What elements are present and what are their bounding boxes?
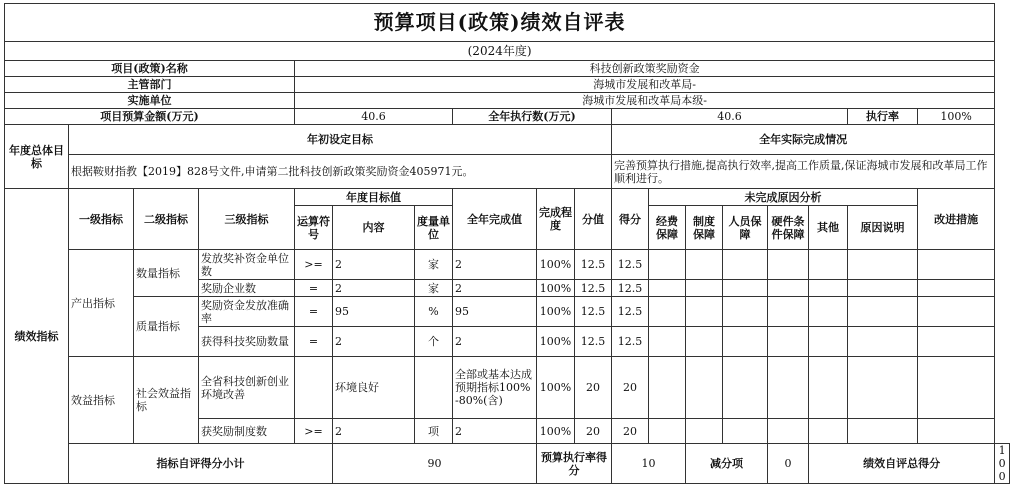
cell-staff — [723, 327, 768, 357]
deduct-value: 0 — [768, 444, 809, 484]
budget-value: 40.6 — [295, 109, 453, 125]
cell-fund — [649, 419, 686, 444]
header-improve: 改进措施 — [918, 189, 995, 250]
cell-improve — [918, 419, 995, 444]
header-content: 内容 — [333, 206, 415, 250]
cell-other — [809, 419, 848, 444]
cell-system — [686, 419, 723, 444]
cell-reason — [848, 357, 918, 419]
indicator-value: 全部或基本达成预期指标100%-80%(含) — [453, 357, 537, 419]
group-output: 产出指标 — [69, 250, 134, 357]
header-staff: 人员保障 — [723, 206, 768, 250]
cell-other — [809, 357, 848, 419]
dept-value: 海城市发展和改革局- — [295, 77, 995, 93]
actual-text: 完善预算执行措施,提高执行效率,提高工作质量,保证海城市发展和改革局工作顺利进行。 — [612, 155, 995, 189]
indicator-op: >= — [295, 250, 333, 280]
indicator-name: 获奖励制度数 — [199, 419, 295, 444]
cell-system — [686, 327, 723, 357]
cell-fund — [649, 280, 686, 297]
rate-value: 100% — [918, 109, 995, 125]
cell-improve — [918, 327, 995, 357]
header-target-group: 年度目标值 — [295, 189, 453, 206]
self-evaluation-table — [4, 3, 1010, 484]
cell-improve — [918, 280, 995, 297]
header-other: 其他 — [809, 206, 848, 250]
cell-system — [686, 250, 723, 280]
indicator-content: 95 — [333, 297, 415, 327]
indicator-op — [295, 357, 333, 419]
indicator-value: 2 — [453, 327, 537, 357]
indicator-got: 12.5 — [612, 297, 649, 327]
indicator-score: 12.5 — [575, 297, 612, 327]
indicator-score: 12.5 — [575, 327, 612, 357]
header-full-value: 全年完成值 — [453, 189, 537, 250]
header-reason-group: 未完成原因分析 — [649, 189, 918, 206]
exec-value: 40.6 — [612, 109, 848, 125]
budget-label: 项目预算金额(万元) — [5, 109, 295, 125]
indicator-unit: 个 — [415, 327, 453, 357]
group-benefit: 效益指标 — [69, 357, 134, 444]
form-year: (2024年度) — [5, 42, 995, 61]
cell-system — [686, 357, 723, 419]
cell-hardware — [768, 357, 809, 419]
cell-other — [809, 280, 848, 297]
indicator-name: 奖励资金发放准确率 — [199, 297, 295, 327]
cell-other — [809, 327, 848, 357]
indicator-op: = — [295, 280, 333, 297]
exec-score-label: 预算执行率得分 — [537, 444, 612, 484]
cell-reason — [848, 327, 918, 357]
group-quantity: 数量指标 — [134, 250, 199, 297]
header-system: 制度保障 — [686, 206, 723, 250]
indicator-degree: 100% — [537, 419, 575, 444]
cell-staff — [723, 250, 768, 280]
group-social: 社会效益指标 — [134, 357, 199, 444]
cell-system — [686, 280, 723, 297]
header-lvl3: 三级指标 — [199, 189, 295, 250]
cell-fund — [649, 357, 686, 419]
exec-label: 全年执行数(万元) — [453, 109, 612, 125]
cell-reason — [848, 419, 918, 444]
indicator-unit: 家 — [415, 250, 453, 280]
indicator-degree: 100% — [537, 327, 575, 357]
indicator-degree: 100% — [537, 250, 575, 280]
initial-goal-label: 年初设定目标 — [69, 125, 612, 155]
cell-fund — [649, 327, 686, 357]
indicator-unit — [415, 357, 453, 419]
header-reason: 原因说明 — [848, 206, 918, 250]
cell-reason — [848, 250, 918, 280]
indicator-value: 2 — [453, 280, 537, 297]
initial-goal-text: 根据鞍财指教【2019】828号文件,申请第二批科技创新政策奖励资金405971元。 — [69, 155, 612, 189]
indicator-content: 环境良好 — [333, 357, 415, 419]
indicator-unit: % — [415, 297, 453, 327]
indicator-name: 获得科技奖励数量 — [199, 327, 295, 357]
indicator-name: 奖励企业数 — [199, 280, 295, 297]
cell-other — [809, 250, 848, 280]
header-got: 得分 — [612, 189, 649, 250]
indicator-degree: 100% — [537, 280, 575, 297]
header-score: 分值 — [575, 189, 612, 250]
total-label: 绩效自评总得分 — [809, 444, 995, 484]
indicator-op: >= — [295, 419, 333, 444]
indicator-score: 12.5 — [575, 250, 612, 280]
cell-fund — [649, 250, 686, 280]
total-value: 100 — [995, 444, 1010, 484]
indicator-degree: 100% — [537, 297, 575, 327]
cell-hardware — [768, 327, 809, 357]
group-quality: 质量指标 — [134, 297, 199, 357]
indicator-value: 2 — [453, 250, 537, 280]
indicator-got: 12.5 — [612, 327, 649, 357]
impl-value: 海城市发展和改革局本级- — [295, 93, 995, 109]
cell-staff — [723, 297, 768, 327]
header-degree: 完成程度 — [537, 189, 575, 250]
indicator-value: 95 — [453, 297, 537, 327]
indicator-score: 20 — [575, 419, 612, 444]
header-lvl2: 二级指标 — [134, 189, 199, 250]
perf-label: 绩效指标 — [5, 189, 69, 484]
subtotal-value: 90 — [333, 444, 537, 484]
rate-label: 执行率 — [848, 109, 918, 125]
indicator-got: 20 — [612, 419, 649, 444]
indicator-content: 2 — [333, 250, 415, 280]
indicator-unit: 家 — [415, 280, 453, 297]
cell-hardware — [768, 297, 809, 327]
indicator-op: = — [295, 327, 333, 357]
indicator-name: 全省科技创新创业环境改善 — [199, 357, 295, 419]
impl-label: 实施单位 — [5, 93, 295, 109]
cell-staff — [723, 419, 768, 444]
indicator-unit: 项 — [415, 419, 453, 444]
indicator-content: 2 — [333, 327, 415, 357]
dept-label: 主管部门 — [5, 77, 295, 93]
header-op: 运算符号 — [295, 206, 333, 250]
project-name-value: 科技创新政策奖励资金 — [295, 61, 995, 77]
cell-hardware — [768, 280, 809, 297]
exec-score-value: 10 — [612, 444, 686, 484]
cell-staff — [723, 357, 768, 419]
cell-improve — [918, 357, 995, 419]
cell-fund — [649, 297, 686, 327]
indicator-got: 20 — [612, 357, 649, 419]
indicator-got: 12.5 — [612, 250, 649, 280]
indicator-score: 20 — [575, 357, 612, 419]
actual-label: 全年实际完成情况 — [612, 125, 995, 155]
indicator-name: 发放奖补资金单位数 — [199, 250, 295, 280]
cell-improve — [918, 250, 995, 280]
cell-hardware — [768, 250, 809, 280]
overall-goal-label: 年度总体目标 — [5, 125, 69, 189]
indicator-score: 12.5 — [575, 280, 612, 297]
indicator-degree: 100% — [537, 357, 575, 419]
cell-system — [686, 297, 723, 327]
header-lvl1: 一级指标 — [69, 189, 134, 250]
indicator-op: = — [295, 297, 333, 327]
cell-improve — [918, 297, 995, 327]
cell-hardware — [768, 419, 809, 444]
header-unit: 度量单位 — [415, 206, 453, 250]
indicator-content: 2 — [333, 280, 415, 297]
cell-staff — [723, 280, 768, 297]
header-hardware: 硬件条件保障 — [768, 206, 809, 250]
deduct-label: 减分项 — [686, 444, 768, 484]
cell-reason — [848, 280, 918, 297]
indicator-content: 2 — [333, 419, 415, 444]
indicator-value: 2 — [453, 419, 537, 444]
indicator-got: 12.5 — [612, 280, 649, 297]
header-fund: 经费保障 — [649, 206, 686, 250]
cell-other — [809, 297, 848, 327]
form-title: 预算项目(政策)绩效自评表 — [5, 4, 995, 42]
subtotal-label: 指标自评得分小计 — [69, 444, 333, 484]
project-name-label: 项目(政策)名称 — [5, 61, 295, 77]
cell-reason — [848, 297, 918, 327]
